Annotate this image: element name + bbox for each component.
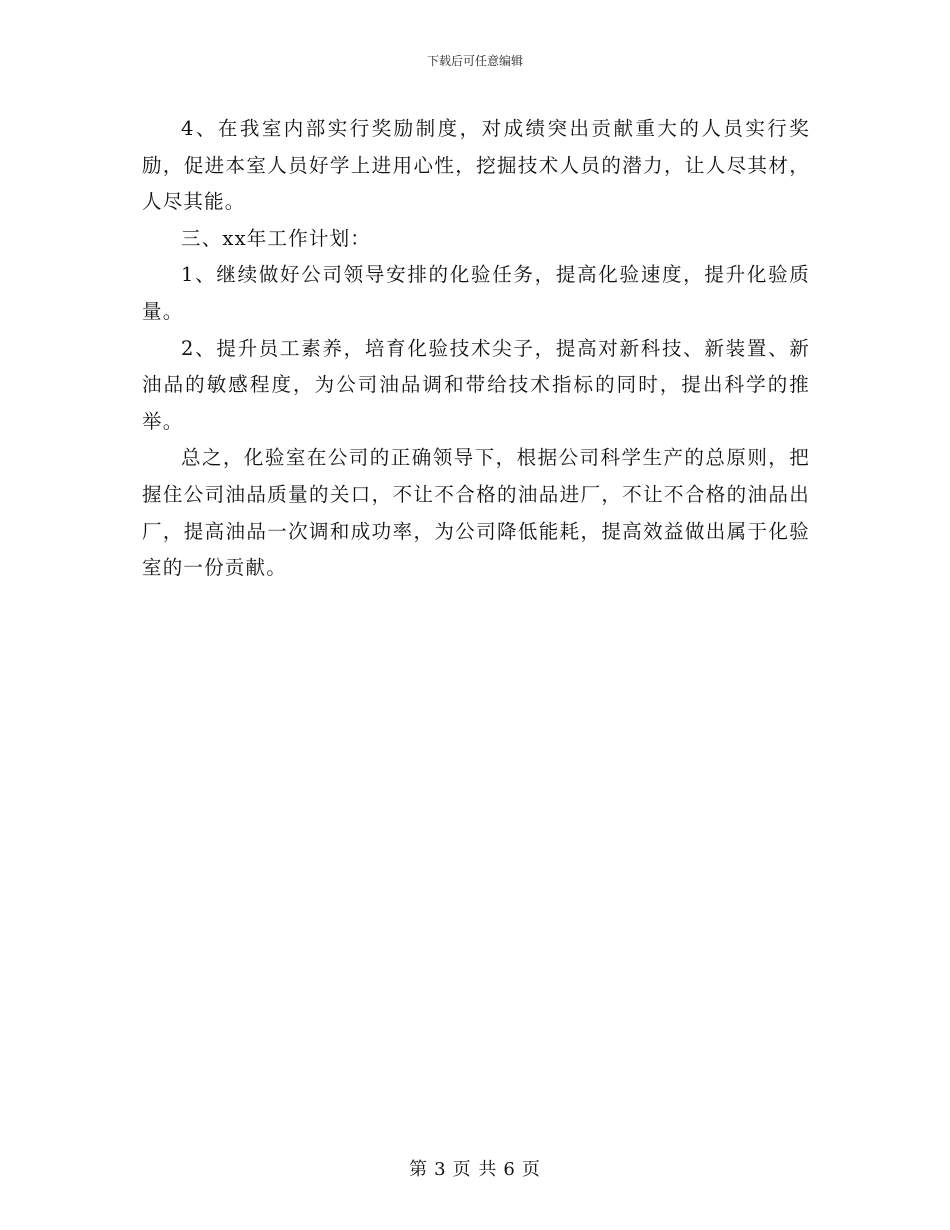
- page-prefix: 第: [409, 1159, 429, 1180]
- section-heading-work-plan: 三、xx年工作计划：: [181, 226, 371, 250]
- paragraph-reward-system: 4、在我室内部实行奖励制度，对成绩突出贡献重大的人员实行奖励，促进本室人员好学上进用心性，挖掘技术人员的潜力，让人尽其材，人尽其能。: [142, 117, 810, 214]
- page-total: 6: [503, 1159, 516, 1180]
- document-body: [142, 111, 810, 587]
- page-header-note: 下载后可任意编辑: [426, 54, 523, 68]
- page-number-footer: [0, 1155, 950, 1181]
- paragraph-plan-item-2: 2、提升员工素养，培育化验技术尖子，提高对新科技、新装置、新油品的敏感程度，为公司油品调和带给技术指标的同时，提出科学的推举。: [142, 336, 810, 433]
- page-current: 3: [434, 1159, 447, 1180]
- paragraph-plan-item-1: 1、继续做好公司领导安排的化验任务，提高化验速度，提升化验质量。: [142, 263, 810, 323]
- paragraph-conclusion: 总之，化验室在公司的正确领导下，根据公司科学生产的总原则，把握住公司油品质量的关口，不让不合格的油品进厂，不让不合格的油品出厂，提高油品一次调和成功率，为公司降低能耗，提高效益做出属于化验室的一份贡献。: [142, 446, 810, 580]
- page-suffix: 页: [521, 1159, 541, 1180]
- page-mid: 页 共: [452, 1159, 498, 1180]
